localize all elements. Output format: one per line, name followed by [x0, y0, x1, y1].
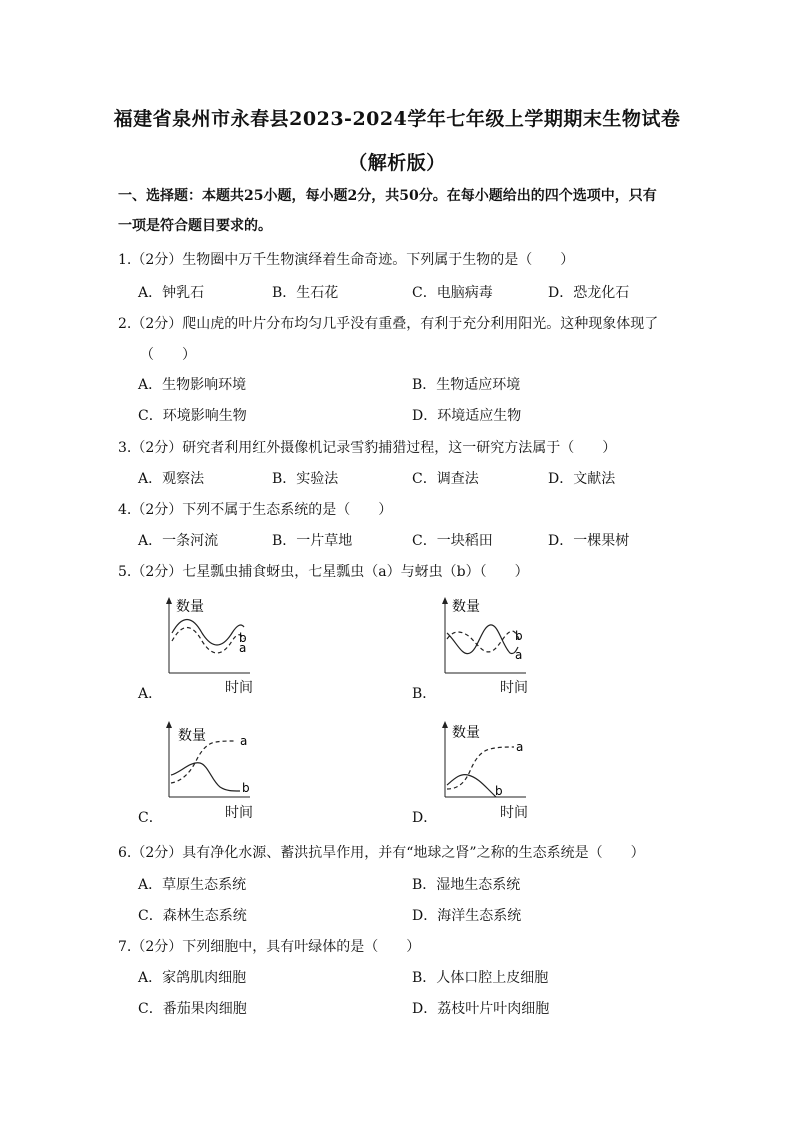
graph-a-ylabel: 数量	[176, 599, 204, 615]
graph-d-xlabel: 时间	[500, 805, 528, 821]
graph-b-label-a: a	[515, 648, 523, 662]
graph-b-y-arrow	[442, 597, 448, 604]
question-2-answer-paren: （ ）	[140, 347, 196, 363]
question-4-stem: 4.（2分）下列不属于生态系统的是（ ）	[118, 502, 393, 518]
question-1-option-b: B．生石花	[272, 285, 339, 301]
graph-a-curve-b	[172, 620, 244, 646]
question-1-option-a: A．钟乳石	[138, 285, 205, 301]
graph-d-y-arrow	[442, 721, 448, 728]
question-4-option-c: C．一块稻田	[412, 533, 493, 549]
question-7-stem: 7.（2分）下列细胞中，具有叶绿体的是（ ）	[118, 939, 421, 955]
graph-c-label-b: b	[242, 781, 250, 795]
question-3-option-c: C．调查法	[412, 471, 479, 487]
graph-a-label-a: a	[239, 641, 247, 655]
graph-d-label-a: a	[516, 740, 524, 754]
question-1-option-d: D．恐龙化石	[548, 285, 630, 301]
graph-a-label-b: b	[239, 631, 247, 645]
question-3-option-d: D．文献法	[548, 471, 616, 487]
graph-c-label-a: a	[240, 734, 248, 748]
graph-a-xlabel: 时间	[225, 680, 253, 696]
question-6-option-d: D．海洋生态系统	[412, 908, 522, 924]
question-2-option-d: D．环境适应生物	[412, 408, 522, 424]
question-5-option-c: C．	[138, 810, 163, 826]
question-5-stem: 5.（2分）七星瓢虫捕食蚜虫，七星瓢虫（a）与蚜虫（b）（ ）	[118, 564, 529, 580]
graph-c-xlabel: 时间	[225, 805, 253, 821]
question-4-option-d: D．一棵果树	[548, 533, 630, 549]
question-6-option-a: A．草原生态系统	[138, 877, 247, 893]
question-7-option-a: A．家鸽肌肉细胞	[138, 970, 247, 986]
question-6-option-c: C．森林生态系统	[138, 908, 247, 924]
question-6-option-b: B．湿地生态系统	[412, 877, 521, 893]
question-6-stem: 6.（2分）具有净化水源、蓄洪抗旱作用，并有“地球之肾”之称的生态系统是（ ）	[118, 845, 645, 861]
graph-c-curve-b	[171, 763, 240, 791]
graph-d-ylabel: 数量	[452, 725, 480, 741]
graph-d-curve-b	[447, 775, 496, 797]
graph-c-y-arrow	[166, 721, 172, 728]
section-heading-line1: 一、选择题：本题共25小题，每小题2分，共50分。在每小题给出的四个选项中，只有	[118, 188, 657, 204]
question-3-option-a: A．观察法	[138, 471, 205, 487]
question-2-option-a: A．生物影响环境	[138, 377, 247, 393]
question-4-option-a: A．一条河流	[138, 533, 219, 549]
graph-b-xlabel: 时间	[500, 680, 528, 696]
document-title: 福建省泉州市永春县2023-2024学年七年级上学期期末生物试卷	[113, 108, 681, 130]
graph-b-ylabel: 数量	[452, 599, 480, 615]
graph-b-label-b: b	[515, 629, 523, 643]
graph-a-y-arrow	[166, 597, 172, 604]
question-7-option-b: B．人体口腔上皮细胞	[412, 970, 549, 986]
graph-c-ylabel: 数量	[178, 728, 206, 744]
question-3-stem: 3.（2分）研究者利用红外摄像机记录雪豹捕猎过程，这一研究方法属于（ ）	[118, 440, 617, 456]
graph-b-curve-b	[447, 631, 519, 652]
question-7-option-d: D．荔枝叶片叶肉细胞	[412, 1001, 550, 1017]
question-5-option-a: A．	[138, 686, 163, 702]
question-1-option-c: C．电脑病毒	[412, 285, 493, 301]
question-1-stem: 1.（2分）生物圈中万千生物演绎着生命奇迹。下列属于生物的是（ ）	[118, 252, 575, 268]
question-5-option-d: D．	[412, 810, 438, 826]
section-heading-line2: 一项是符合题目要求的。	[118, 218, 272, 234]
graph-c-curve-a	[171, 741, 236, 783]
document-subtitle: （解析版）	[348, 152, 446, 174]
question-3-option-b: B．实验法	[272, 471, 339, 487]
question-2-stem: 2.（2分）爬山虎的叶片分布均匀几乎没有重叠，有利于充分利用阳光。这种现象体现了	[118, 316, 659, 332]
graph-d-label-b: b	[495, 784, 503, 798]
question-5-option-b: B．	[412, 686, 437, 702]
question-7-option-c: C．番茄果肉细胞	[138, 1001, 247, 1017]
question-4-option-b: B．一片草地	[272, 533, 353, 549]
question-2-option-b: B．生物适应环境	[412, 377, 521, 393]
question-2-option-c: C．环境影响生物	[138, 408, 247, 424]
